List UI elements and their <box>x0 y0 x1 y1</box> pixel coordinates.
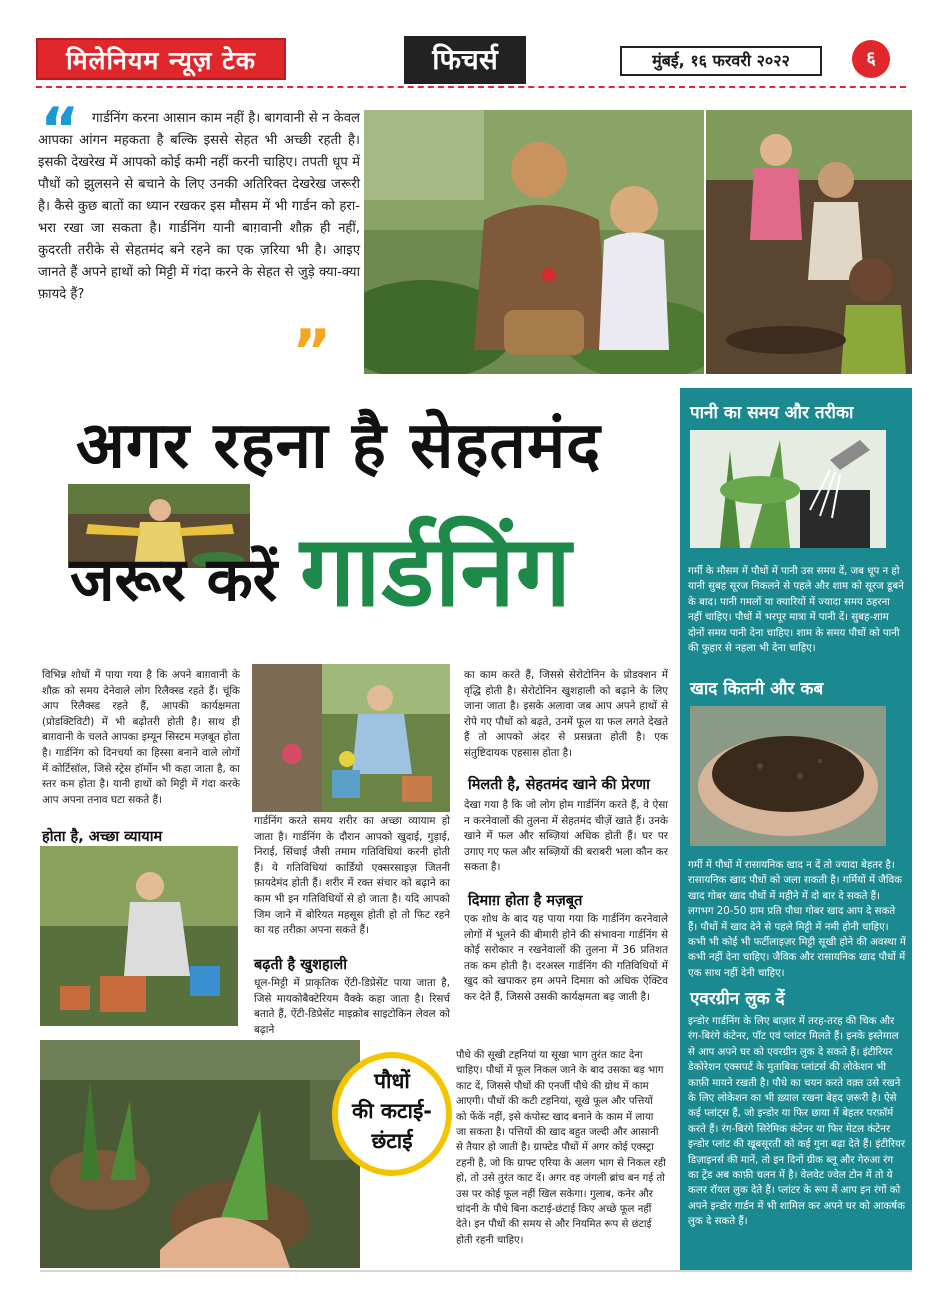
pruning-badge <box>332 1052 452 1176</box>
issue-date: मुंबई, १६ फरवरी २०२२ <box>620 46 822 76</box>
sidebar-heading-water: पानी का समय और तरीका <box>690 403 854 423</box>
photo-woman-potting <box>40 846 238 1026</box>
badge-line3: छंटाई <box>371 1129 413 1153</box>
intro-paragraph: गार्डनिंग करना आसान काम नहीं है। बागवानी से न केवल आपका आंगन महकता है बल्कि इससे सेहत भी अच्छी रहती है। इसकी देखरेख में आपको कोई कमी नहीं करनी चाहिए। तपती धूप में पौधों को झुलसने से बचाने के लिए उनकी अतिरिक्त देखरेख जरूरी है। कैसे कुछ बातों का ध्यान रखकर इस मौसम में भी गार्डन को हरा-भरा रखा जा सकता है। गार्डनिंग यानी बाग़वानी शौक़ ही नहीं, कुदरती तरीके से सेहतमंद बने रहने का एक ज़रिया भी है। आइए जानते हैं अपने हाथों को मिट्टी में गंदा करने के सेहत से जुड़े क्या-क्या फ़ायदे हैं? <box>38 111 360 302</box>
col3-paragraph1: का काम करते हैं, जिससे सेरोटोनिन के प्रोडक्शन में वृद्धि होती है। सेरोटोनिन खुशहाली को बढ़ाने के लिए जाना जाता है। इसके अलावा जब आप अपने हाथों से रोपे गए पौधों को बढ़ते, उनमें फूल या फल लगते देखते हैं तो आपको अंदर से प्रसन्नता होती है। एक संतुष्टिदायक एहसास होता है। <box>464 669 668 759</box>
photo-watering-plant <box>690 430 886 548</box>
col1-paragraph1: विभिन्न शोधों में पाया गया है कि अपने बाग़वानी के शौक़ को समय देनेवाले लोग रिलैक्स्ड रहते हैं। चूंकि आप रिलैक्स्ड रहते हैं, आपकी कार्यक्षमता (प्रोडक्टिविटी) में भी बढ़ोतरी होती है। साथ ही बाग़वानी के चलते आपका इम्यून सिस्टम मज़बूत होता है। गार्डनिंग को दिनचर्या का हिस्सा बनाने वाले लोगों में कोर्टिसॉल, जिसे स्ट्रेस हॉर्मोन भी कहा जाता है, का स्तर कम होता है। यानी हाथों को मिट्टी में गंदा करके आप अपना तनाव घटा सकते हैं। <box>42 669 240 806</box>
badge-line1: पौधों <box>374 1069 410 1093</box>
photo-pruning-plants <box>40 1040 360 1268</box>
page-number: ६ <box>852 40 890 78</box>
headline-line1: अगर रहना है सेहतमंद <box>76 409 602 483</box>
section-title: फिचर्स <box>404 36 526 84</box>
header-divider <box>36 86 906 88</box>
sidebar-text-fertilizer: गर्मी में पौधों में रासायनिक खाद न दें तो ज्यादा बेहतर है। रासायनिक खाद पौधों को जला सकती है। गर्मियों में जैविक खाद गोबर खाद पौधों में महीने में दो बार दे सकते हैं। लगभग 20-50 ग्राम प्रति पौधा गोबर खाद आप दे सकते हैं। पौधों में खाद देने से पहले मिट्टी में नमी होनी चाहिए। कभी भी कोई भी फर्टीलाइज़र मिट्टी सूखी होने की अवस्था में कभी नहीं देना चाहिए। जैविक और रासायनिक खाद पौधों में एक साथ नहीं देनी चाहिए। <box>688 860 906 979</box>
headline-line2-prefix: जरूर करें <box>70 545 278 615</box>
paper-name: मिलेनियम न्यूज़ टेक <box>36 38 286 80</box>
col1-subheading: होता है, अच्छा व्यायाम <box>42 829 163 845</box>
headline-gardening: गार्डनिंग <box>300 515 572 629</box>
col3-paragraph3: एक शोध के बाद यह पाया गया कि गार्डनिंग करनेवाले लोगों में भूलने की बीमारी होने की संभावना गार्डनिंग से कोई सरोकार न रखनेवालों की तुलना में 36 प्रतिशत तक कम होती है। दरअस्ल गार्डनिंग की गतिविधियों में खुद को खपाकर हम अपने दिमाग़ को अधिक ऐक्टिव कर देते हैं, जिससे उसकी कार्यक्षमता बढ़ जाती है। <box>464 913 668 1003</box>
sidebar-heading-evergreen: एवरग्रीन लुक दें <box>690 989 785 1009</box>
col2-subheading: बढ़ती है खुशहाली <box>254 957 348 973</box>
footer-divider <box>40 1270 912 1272</box>
open-quote-icon: “ <box>40 95 80 165</box>
col3-paragraph2: देखा गया है कि जो लोग होम गार्डनिंग करते हैं, वे ऐसा न करनेवालों की तुलना में सेहतमंद चीज़ें खाते हैं। उनके खाने में फल और सब्ज़ियां अधिक होती हैं। घर पर उगाए गए फल और सब्ज़ियों की बराबरी भला कौन कर सकता है। <box>464 799 668 874</box>
col3-subheading2: दिमाग़ होता है मज़बूत <box>468 893 583 909</box>
photo-woman-planting-flowers <box>252 664 450 812</box>
col2-paragraph1: गार्डनिंग करते समय शरीर का अच्छा व्यायाम हो जाता है। गार्डनिंग के दौरान आपको खुदाई, गुड़ाई, निराई, सिंचाई जैसी तमाम गतिविधियां करनी होती हैं। ये गतिविधियां कार्डियो एक्सरसाइज़ जितनी फ़ायदेमंद होती हैं। शरीर में रक्त संचार को बढ़ाने का काम भी इन गतिविधियों से हो जाता है। यदि आपको जिम जाने में बोरियत महसूस होती हो तो फिट रहने का यह तरीक़ा अपना सकते हैं। <box>254 815 450 937</box>
photo-compost-hands <box>690 706 886 846</box>
photo-children-planting <box>706 110 912 374</box>
sidebar-heading-fertilizer: खाद कितनी और कब <box>690 679 824 699</box>
col3-subheading1: मिलती है, सेहतमंद खाने की प्रेरणा <box>468 777 650 793</box>
col2-paragraph2: धूल-मिट्टी में प्राकृतिक ऐंटी-डिप्रेसेंट पाया जाता है, जिसे मायकोबैक्टेरियम वैक्के कहा जाता है। रिसर्च बताते हैं, ऐंटी-डिप्रेसेंट माइक्रोब साइटोकिन लेवल को बढ़ाने <box>254 977 450 1036</box>
sidebar-text-water: गर्मी के मौसम में पौधों में पानी उस समय दें, जब धूप न हो यानी सुबह सूरज निकलने से पहले और शाम को सूरज डूबने के बाद। पानी गमलों या क्यारियों में ज्यादा समय ठहरना नहीं चाहिए। पौधों में भरपूर मात्रा में पानी दें। सुबह-शाम दोनों समय पानी देना चाहिए। शाम के समय पौधों को पानी की फुहार से नहला भी देना चाहिए। <box>688 566 904 655</box>
badge-line2: की कटाई- <box>351 1099 433 1123</box>
close-quote-icon: ” <box>292 317 332 387</box>
sidebar-text-evergreen: इन्डोर गार्डनिंग के लिए बाज़ार में तरह-तरह की चिक और रंग-बिरंगे कंटेनर, पॉट एवं प्लांटर मिलते हैं। इनके इस्तेमाल से आप अपने घर को एवरग्रीन लुक दे सकते हैं। इंटीरियर डेकोरेशन एक्सपर्ट के मुताबिक प्लांटर्स की लोकेशन भी काफ़ी मायने रखती है। पौधे का चयन करते वक़्त उसे रखने के लिए लोकेशन का भी ख़्याल रखना बेहद ज़रूरी है। ऐसे कई प्लांट्स हैं, जो इन्डोर या फिर छाया में बेहतर परफ़ॉर्म करते हैं। रंग-बिरंगे सिरेमिक कंटेनर या फिर मेटल कंटेनर इन्डोर प्लांट की खूबसूरती को कई गुना बढ़ा देते हैं। इंटीरियर डिज़ाइनर्स की मानें, तो इन दिनों ग्रीक ब्लू और गेरुआ रंग का ट्रेंड अब काफ़ी चलन में है। वेलवेट ज्वेल टोन में तो ये कलर रॉयल लुक देते हैं। प्लांटर के रूप में आप इन रंगों को अपने इन्डोर गार्डन में भी शामिल कर अपने घर को आकर्षक लुक दे सकते हैं। <box>688 1016 906 1228</box>
pruning-paragraph: पौधे की सूखी टहनियां या सूखा भाग तुरंत काट देना चाहिए। पौधों में फूल निकल जाने के बाद उसका बड़ भाग काट दें, जिससे पौधों की एनर्जी पौधे की ग्रोथ में काम आएगी। पौधों की कटी टहनियां, सूखे फूल और पत्तियों को फेंकें नहीं, इसे कंपोस्ट खाद बनाने के काम में लाया जा सकता है। पत्तियों की खाद बहुत जल्दी और आसानी से तैयार हो जाती है। ग्राफ्टेड पौधों में अगर कोई एक्स्ट्रा टहनी है, जो कि ग्राफ्ट एरिया के अलग भाग से निकल रही हो, तो उसे तुरंत काट दें। अगर वह जंगली ब्रांच बन गई तो उस पर कोई फूल नहीं खिल सकेगा। गुलाब, कनेर और चांदनी के पौधे बिना कटाई-छंटाई किए अच्छे फूल नहीं देते। इन पौधों की समय से और नियमित रूप से छंटाई होती रहनी चाहिए। <box>456 1050 666 1246</box>
photo-grandfather-child-garden <box>364 110 704 374</box>
